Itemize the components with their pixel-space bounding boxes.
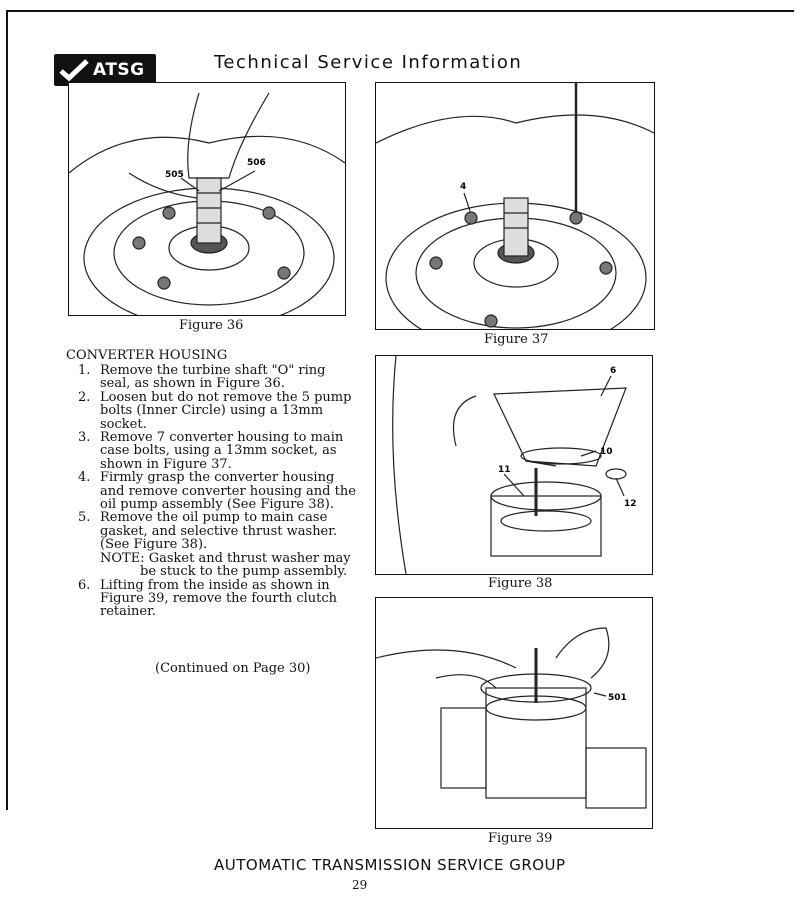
step-line: Remove 7 converter housing to main [100,430,344,446]
page-title: Technical Service Information [214,52,523,73]
footer-title: AUTOMATIC TRANSMISSION SERVICE GROUP [214,856,566,874]
step-line: (See Figure 38). [100,537,208,553]
step-item [78,431,368,471]
callout-10: 10 [600,447,613,457]
figure-36-drawing [69,83,345,315]
step-line: gasket, and selective thrust washer. [100,523,338,539]
checkmark-icon [57,57,91,83]
step-number: 6. [78,577,91,593]
figure-38-drawing [376,356,652,574]
step-line: seal, as shown in Figure 36. [100,376,285,392]
step-line: Lifting from the inside as shown in [100,577,330,593]
step-line: bolts (Inner Circle) using a 13mm [100,403,324,419]
step-number: 2. [78,389,91,405]
step-line: oil pump assembly (See Figure 38). [100,497,334,513]
callout-6: 6 [610,366,617,376]
callout-12: 12 [624,499,637,509]
figure-36-illustration [68,82,346,316]
step-line: shown in Figure 37. [100,456,232,472]
step-line: Firmly grasp the converter housing [100,470,335,486]
callout-501: 501 [608,693,627,703]
step-item [78,579,368,619]
figure-39-illustration [375,597,653,829]
figure-37-caption: Figure 37 [484,332,549,347]
step-line: Figure 39, remove the fourth clutch [100,590,338,606]
step-line: case bolts, using a 13mm socket, as [100,443,337,459]
figure-39-caption: Figure 39 [488,831,553,846]
callout-11: 11 [498,465,511,475]
step-line: socket. [100,416,147,432]
step-item [78,471,368,511]
figure-37-illustration [375,82,655,330]
step-number: 5. [78,510,91,526]
note-line: be stuck to the pump assembly. [140,564,348,580]
page-border-left [6,10,8,810]
step-line: Remove the turbine shaft "O" ring [100,363,326,378]
figure-37-drawing [376,83,654,329]
figure-38-caption: Figure 38 [488,576,553,591]
step-line: Loosen but do not remove the 5 pump [100,389,352,405]
step-item [78,511,368,551]
logo-text: ATSG [93,60,145,80]
procedure-steps [78,364,368,619]
callout-506: 506 [247,158,266,168]
callout-505: 505 [165,170,184,180]
page-border-top [6,10,794,12]
step-number: 1. [78,363,91,378]
note-item [78,552,368,579]
note-line: NOTE: Gasket and thrust washer may [100,550,351,566]
step-line: Remove the oil pump to main case [100,510,328,526]
figure-39-drawing [376,598,652,828]
callout-4: 4 [460,182,467,192]
step-line: and remove converter housing and the [100,483,356,499]
figure-36-caption: Figure 36 [179,318,244,333]
step-number: 4. [78,470,91,486]
continued-note: (Continued on Page 30) [155,661,311,676]
step-item [78,364,368,391]
step-item [78,391,368,431]
page-number: 29 [352,878,368,892]
section-heading: CONVERTER HOUSING [66,348,228,363]
step-number: 3. [78,430,91,446]
step-line: retainer. [100,604,157,620]
figure-38-illustration [375,355,653,575]
